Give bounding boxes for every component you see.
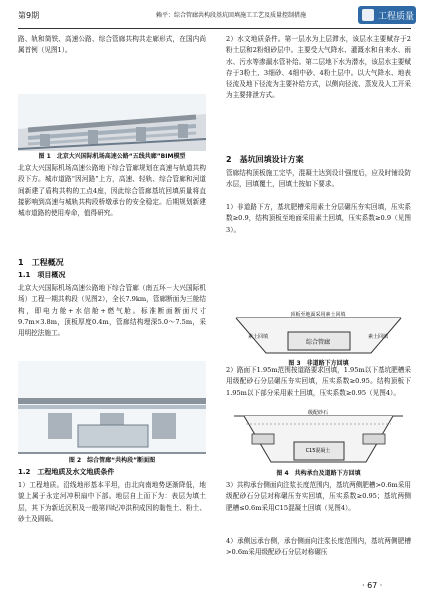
paragraph-geology: 1）工程地质。沿线地形基本平坦，由北向南地势逐渐降低，地貌上属于永定河冲积扇中下部。地层自上而下为：表层为填土层，其下为新近沉积及一般第四纪冲洪积成因的黏性土、粉土、砂土及圆砾。 [18, 481, 206, 523]
non-road-backfill-diagram [226, 308, 411, 358]
design-item-3: 3）共构承台侧面向注浆长度范围内，基坑两侧肥槽>0.6m采用级配砂石分层对称碾压夯实回填，压实系数≥0.95；基坑两侧肥槽≤0.6m采用C15混凝土回填（见图4）。 [226, 481, 411, 512]
figure-2-section [18, 361, 206, 454]
svg-text:素土回填: 素土回填 [247, 334, 269, 340]
intro-text: 路、轨和简铁、高速公路、综合管廊共构共走廊形式，在国内尚属首例（见图1）。 [18, 35, 206, 55]
paragraph-hydrology: 2）水文地质条件。第一层水为上层滞水，该层水主要赋存于2粉土层和2粉细砂层中。主要受大气降水、灌溉水和自来水、雨水、污水等渗漏水管补给。第二层地下水为潜水，该层水主要赋存于3粉土、3细砂、4细中砂、4粉土层中。以大气降水、地表径流及地下径流为主要补给方式，以侧向径流、蒸发及人工开采为主要排泄方式。 [226, 35, 411, 100]
bim-render-image [18, 94, 206, 151]
design-item-2: 2）路面下1.95m范围按道路要求回填，1.95m以下基坑肥槽采用级配砂石分层碾压夯实回填，压实系数≥0.95。结构顶板下1.95m以下部分采用素土回填，压实系数≥0.95（见图4）。 [226, 366, 411, 397]
section-1-1-title: 1.1 项目概况 [18, 271, 66, 279]
svg-text:工程质量: 工程质量 [378, 12, 415, 22]
page-header [18, 8, 415, 26]
right-column [226, 34, 411, 102]
figure-2-caption: 图 2 综合管廊“共构段”断面图 [68, 457, 156, 464]
svg-text:C15混凝土: C15混凝土 [305, 448, 331, 454]
section-1-title: 1 工程概况 [18, 258, 64, 267]
svg-text:综合管廊: 综合管廊 [305, 339, 331, 346]
design-item-1: 1）非道路下方，基坑肥槽采用素土分层碾压夯实回填，压实系数≥0.9，结构顶板至地面采用素土回填，压实系数≥0.9（见图3）。 [226, 203, 411, 234]
section-2-title: 2 基坑回填设计方案 [226, 155, 304, 164]
paragraph-design-intro: 管廊结构顶板施工完毕，混凝土达到设计强度后，应及时铺设防水层，回填覆土，回填土按如下要求。 [226, 169, 411, 189]
figure-4-caption: 图 4 共构承台及道路下方回填 [276, 470, 361, 477]
figure-3-caption: 图 3 非道路下方回填 [288, 360, 349, 367]
design-item-4: 4）承侧远承台侧，承台侧面向注浆长度范围内，基坑两侧肥槽>0.6m采用级配砂石分层对称碾压 [226, 537, 411, 557]
figure-3-diagram [226, 308, 411, 358]
section-1-2-title: 1.2 工程地质及水文地质条件 [18, 468, 115, 476]
left-column [18, 34, 206, 57]
paragraph-overview: 北京大兴国际机场高速公路地下综合管廊规划在高速与轨道共构段下方。城市道路“因河路”上方，高速、轻轨、综合管廊和河道间新建了盾构共构的工点4座，因此综合管廊基坑回填质量将直接影响到高速与城轨共构段桥墩承台的安全稳定。后期规划新建城市道路的使用寿命，值得研究。 [18, 164, 206, 218]
issue-number: 第9期 [18, 11, 40, 20]
paragraph-project-overview: 北京大兴国际机场高速公路地下综合管廊（南五环－大兴国际机场）工程一期共构段（见图2），全长7.9km，管廊断面为三舱结构，即电力舱+水信舱+燃气舱。标准断面断面尺寸9.7m×3.8m，顶板厚度0.4m，管廊结构埋深5.0～7.5m，采用明挖法施工。 [18, 284, 206, 338]
figure-1-caption: 图 1 北京大兴国际机场高速公路“五线共廊”BIM模型 [38, 153, 186, 160]
cross-section-image [18, 361, 206, 454]
journal-logo [358, 6, 416, 24]
figure-4-diagram [226, 404, 411, 468]
cap-and-road-backfill-diagram [226, 404, 411, 468]
figure-1-bim-model [18, 94, 206, 151]
running-title: 赖平：综合管廊共构段基坑回填施工工艺及质量控制措施 [156, 12, 307, 19]
svg-text:素土回填: 素土回填 [367, 334, 389, 340]
svg-text:顶板至地面采用素土回填: 顶板至地面采用素土回填 [290, 312, 346, 318]
page-number: · 67 · [362, 581, 383, 590]
svg-text:级配砂石: 级配砂石 [307, 410, 329, 416]
header-rule [18, 28, 411, 29]
